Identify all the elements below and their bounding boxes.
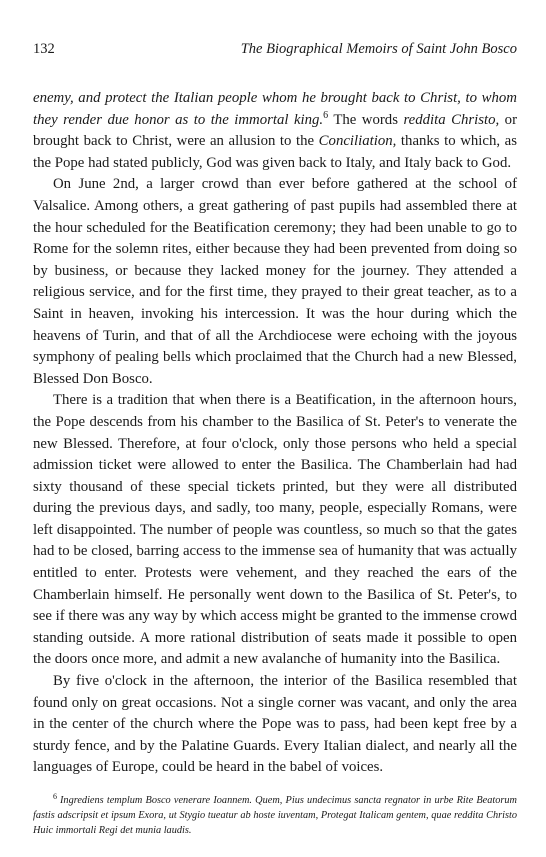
footnote-reference: 6 [323, 109, 329, 121]
paragraph-1-italic-reddita: reddita Christo, [403, 111, 500, 128]
book-title: The Biographical Memoirs of Saint John Bosco [240, 41, 517, 57]
paragraph-1-text-b: or brought back to Christ, were an allusion to the [33, 111, 517, 150]
book-page [33, 40, 517, 838]
paragraph-1-text-c: thanks to which, as the Pope had stated publicly, God was given back to Italy, and Italy back to God. [33, 133, 517, 171]
paragraph-2: On June 2nd, a larger crowd than ever before gathered at the school of Valsalice. Among others, a great gathering of past pupils had assembled there at the hour scheduled for the Beatification ceremony; they had been unable to go to Rome for the solemn rites, either because they had been prevented from doing so by business, or because they lacked money for the journey. They attended a religious service, and for the first time, they prayed to their great teacher, as to a Saint in heaven, invoking his intercession. It was the hour during which the heavens of Turin, and that of all the Archdiocese were echoing with the joyous symphony of pealing bells which proclaimed that the Church had a new Blessed, Blessed Don Bosco. [33, 176, 517, 387]
paragraph-3: There is a tradition that when there is a Beatification, in the afternoon hours, the Pope descends from his chamber to the Basilica of St. Peter's to venerate the new Blessed. Therefore, at four o'clock, only those persons who held a special admission ticket were allowed to enter the Basilica. The Chamberlain had had sixty thousand of these special tickets printed, but they were all distributed during the previous days, and sadly, too many, people, especially Romans, were left disappointed. The number of people was countless, so much so that the gates had to be closed, barring access to the immense sea of humanity that was actually entitled to enter. Protests were vehement, and they reached the ears of the Chamberlain himself. He personally went down to the Basilica of St. Peter's, to see if there was any way by which access might be granted to the immense crowd standing outside. A more rational distribution of seats made it possible to open the doors once more, and admit a new avalanche of humanity into the Basilica. [33, 392, 517, 668]
body-text [33, 88, 517, 779]
paragraph-1-text-a: The words [328, 111, 404, 128]
footnote [33, 793, 517, 838]
paragraph-1-italic-conciliation: Conciliation, [318, 133, 397, 150]
footnote-number: 6 [53, 791, 57, 801]
paragraph-4: By five o'clock in the afternoon, the interior of the Basilica resembled that found only on great occasions. Not a single corner was vacant, and only the area in the center of the church where the Pope was to pass, had been kept free by a sturdy fence, and by the Palatine Guards. Every Italian dialect, and nearly all the languages of Europe, could be heard in the babel of voices. [33, 673, 517, 776]
footnote-text: Ingrediens templum Bosco venerare Ioannem. Quem, Pius undecimus sancta regnator in urbe Rite Beatorum fastis adscripsit et ipsum Exora, ut Stygio tueatur ab hoste iuventam, Protegat Italicam gentem, quae reddita Christo Huic immortali Regi det munia laudis. [33, 795, 517, 836]
paragraph-1 [33, 88, 517, 174]
running-head [33, 40, 517, 62]
paragraph-1-italic-lead: enemy, and protect the Italian people whom he brought back to Christ, to whom they render due honor as to the immortal king. [33, 90, 517, 128]
page-number: 132 [33, 41, 55, 57]
